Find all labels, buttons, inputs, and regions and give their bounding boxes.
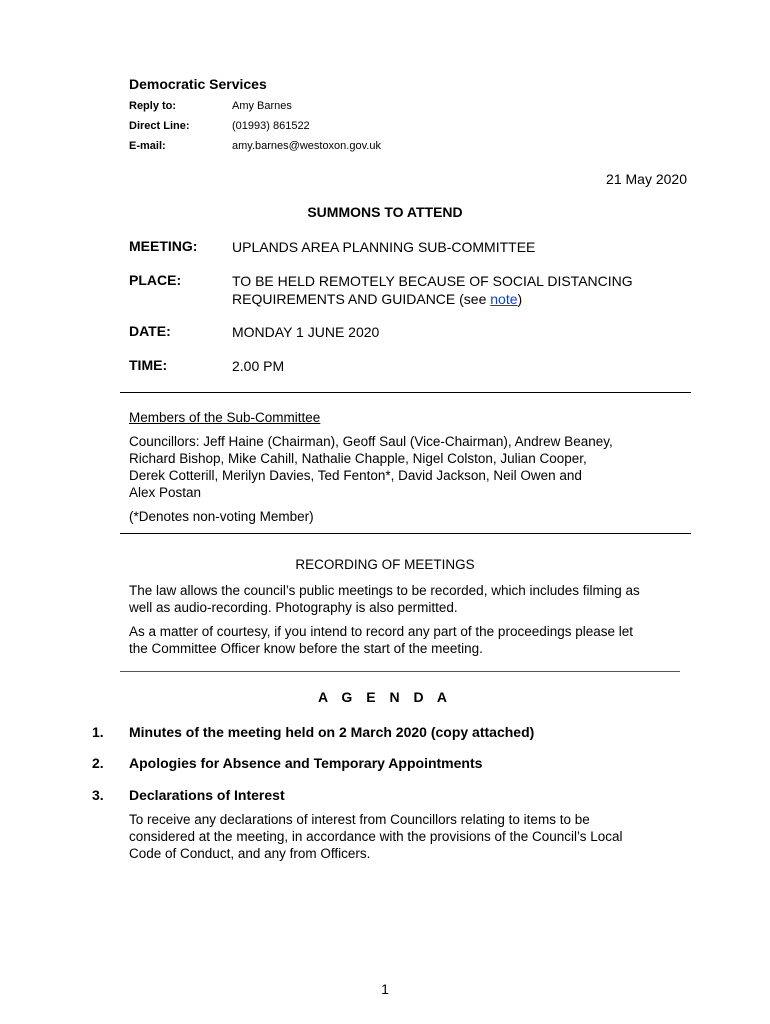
members-line-3: Derek Cotterill, Merilyn Davies, Ted Fenton*, David Jackson, Neil Owen and [129,468,582,483]
place-label: PLACE: [129,272,182,288]
agenda-item-title: Declarations of Interest [129,787,285,803]
note-link[interactable]: note [490,291,518,307]
recording-p2-line-1: As a matter of courtesy, if you intend to record any part of the proceedings please let [129,624,634,639]
direct-line-label: Direct Line: [129,120,190,132]
recording-heading: RECORDING OF MEETINGS [295,557,475,572]
declarations-line-2: considered at the meeting, in accordance with the provisions of the Council’s Local [129,829,623,844]
members-list [129,433,689,501]
place-line-2 [232,290,633,308]
direct-line-value: (01993) 861522 [232,120,310,132]
date-value: MONDAY 1 JUNE 2020 [232,324,380,340]
place-line-1: TO BE HELD REMOTELY BECAUSE OF SOCIAL DISTANCING [232,273,633,289]
meeting-value: UPLANDS AREA PLANNING SUB-COMMITTEE [232,239,536,255]
reply-to-value: Amy Barnes [232,100,292,112]
letter-date: 21 May 2020 [606,171,687,187]
divider [120,671,680,672]
recording-paragraph-2 [129,623,689,657]
agenda-item-number: 1. [92,724,104,740]
agenda-title: A G E N D A [317,689,453,705]
declarations-line-1: To receive any declarations of interest from Councillors relating to items to be [129,812,590,827]
page-number: 1 [381,981,389,997]
time-value: 2.00 PM [232,358,285,374]
non-voting-note: (*Denotes non-voting Member) [129,509,314,524]
place-line-2-suffix: ) [517,291,523,307]
members-line-4: Alex Postan [129,485,202,500]
members-line-2: Richard Bishop, Mike Cahill, Nathalie Chapple, Nigel Colston, Julian Cooper, [129,451,587,466]
declarations-line-3: Code of Conduct, and any from Officers. [129,846,371,861]
time-label: TIME: [129,357,168,373]
meeting-label: MEETING: [129,238,198,254]
place-value [232,272,633,308]
members-heading: Members of the Sub-Committee [129,410,321,425]
agenda-item-title: Apologies for Absence and Temporary Appointments [129,755,483,771]
recording-p2-line-2: the Committee Officer know before the start of the meeting. [129,641,483,656]
recording-p1-line-1: The law allows the council’s public meetings to be recorded, which includes filming as [129,583,640,598]
email-value[interactable]: amy.barnes@westoxon.gov.uk [232,140,381,152]
date-label: DATE: [129,323,171,339]
declarations-body [129,811,689,862]
place-line-2-prefix: REQUIREMENTS AND GUIDANCE (see [232,291,491,307]
summons-title: SUMMONS TO ATTEND [307,204,463,220]
email-label: E-mail: [129,140,166,152]
members-line-1: Councillors: Jeff Haine (Chairman), Geoff Saul (Vice-Chairman), Andrew Beaney, [129,434,613,449]
recording-paragraph-1 [129,582,689,616]
reply-to-label: Reply to: [129,100,177,112]
department-heading: Democratic Services [129,76,267,92]
agenda-item-number: 3. [92,787,104,803]
divider [120,392,691,393]
agenda-item-number: 2. [92,755,104,771]
agenda-item-title: Minutes of the meeting held on 2 March 2020 (copy attached) [129,724,535,740]
recording-p1-line-2: well as audio-recording. Photography is also permitted. [129,600,458,615]
divider [120,533,691,534]
